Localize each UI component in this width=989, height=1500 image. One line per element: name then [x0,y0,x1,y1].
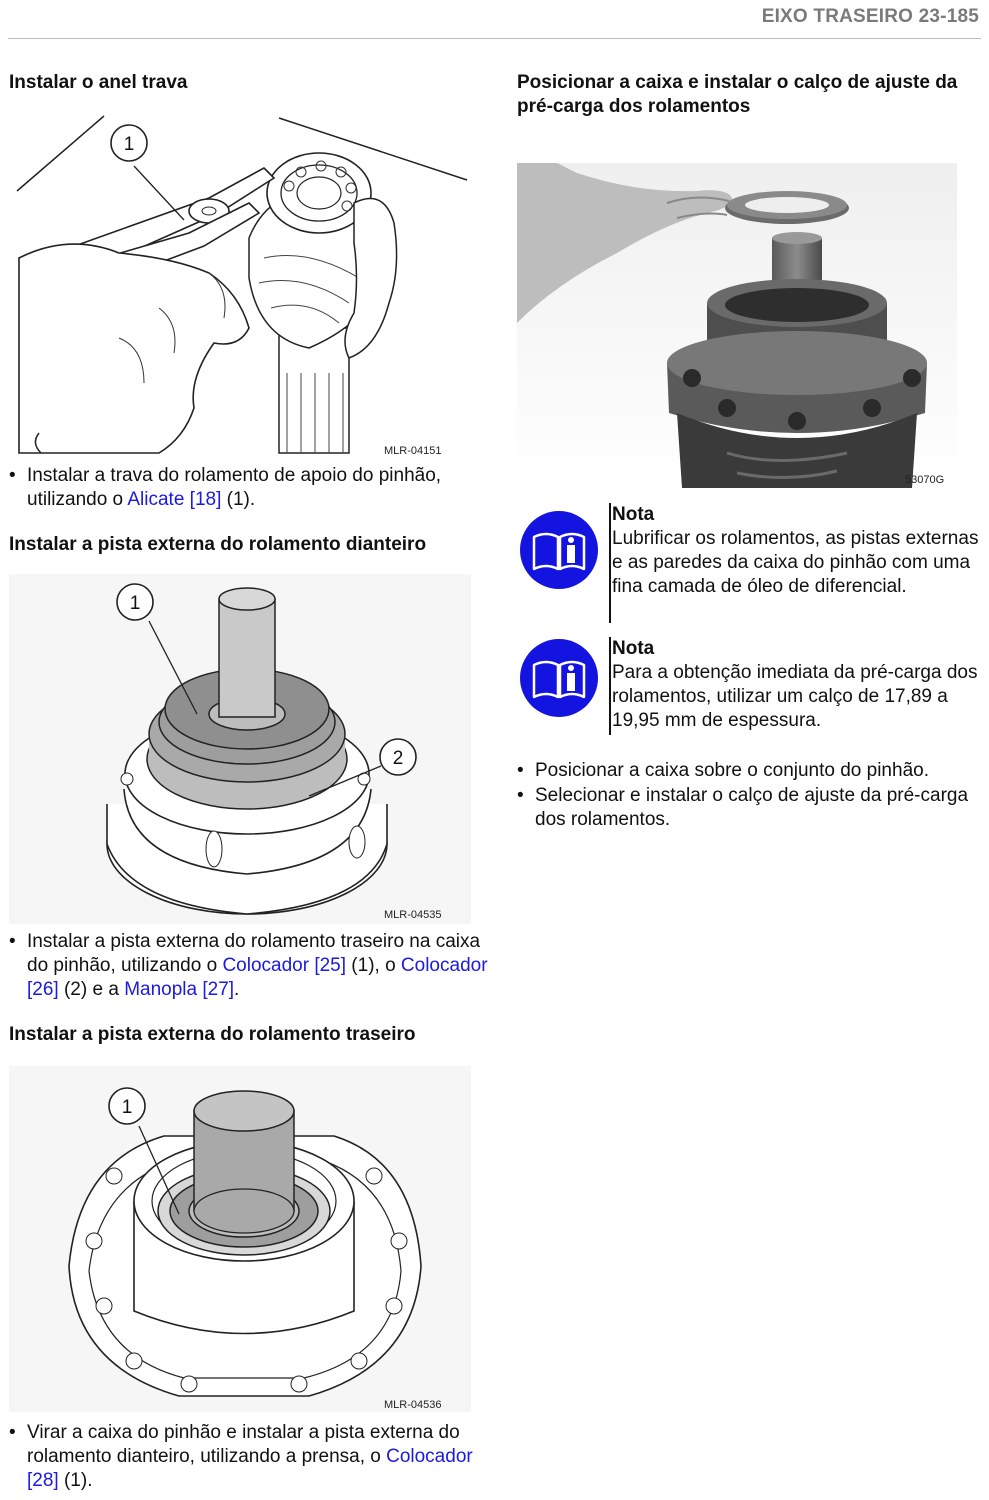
section-heading-posicionar-caixa: Posicionar a caixa e instalar o calço de ajuste da pré-carga dos rolamentos [517,72,958,117]
bullet-instruction: • Instalar a pista externa do rolamento traseiro na caixa do pinhão, utilizando o Colocador [25] (1), o Colocador [26] (2) e a Manopla [27]. [9,930,493,1002]
callout-1: 1 [123,134,135,155]
note-divider [609,637,611,735]
section-heading-pista-traseiro: Instalar a pista externa do rolamento traseiro [9,1024,416,1045]
link-colocador-26[interactable]: Colocador [26] [27,955,488,1000]
callout-1: 1 [129,593,141,614]
figure-id: MLR-04151 [384,445,442,457]
figure-id: MLR-04536 [384,1399,442,1411]
note-title: Nota [612,638,655,659]
figure-photo-calco [517,163,957,488]
figure-pista-dianteiro [9,574,471,924]
note-title: Nota [612,504,655,525]
callout-1: 1 [121,1097,133,1118]
figure-anel-trava [9,108,471,460]
figure-id: MLR-04535 [384,909,442,921]
link-manopla-27[interactable]: Manopla [27] [124,979,235,1000]
link-colocador-28[interactable]: Colocador [28] [27,1446,473,1491]
bullet-instruction: • Selecionar e instalar o calço de ajuste da pré-carga dos rolamentos. [517,784,989,832]
link-colocador-25[interactable]: Colocador [25] [222,955,347,976]
note-box [517,637,987,735]
info-book-icon [520,639,598,717]
note-text: Lubrificar os rolamentos, as pistas externas e as paredes da caixa do pinhão com uma fina camada de óleo de diferencial. [612,528,979,597]
figure-id: 53070G [905,474,945,486]
page-header-title: EIXO TRASEIRO 23-185 [761,6,979,27]
section-heading-anel-trava: Instalar o anel trava [9,72,188,93]
callout-2: 2 [392,748,404,769]
section-heading-pista-dianteiro: Instalar a pista externa do rolamento dianteiro [9,534,427,555]
note-text: Para a obtenção imediata da pré-carga dos rolamentos, utilizar um calço de 17,89 a 19,95 mm de espessura. [612,662,978,731]
bullet-instruction: • Virar a caixa do pinhão e instalar a pista externa do rolamento dianteiro, utilizando a prensa, o Colocador [28] (1). [9,1421,493,1493]
note-box [517,503,987,625]
bullet-instruction: • Instalar a trava do rolamento de apoio do pinhão, utilizando o Alicate [18] (1). [9,464,493,512]
header-divider [8,38,981,39]
note-divider [609,503,611,623]
figure-pista-traseiro [9,1066,471,1412]
bullet-instruction: • Posicionar a caixa sobre o conjunto do pinhão. [517,759,989,783]
link-alicate[interactable]: Alicate [18] [127,489,222,510]
info-book-icon [520,511,598,589]
